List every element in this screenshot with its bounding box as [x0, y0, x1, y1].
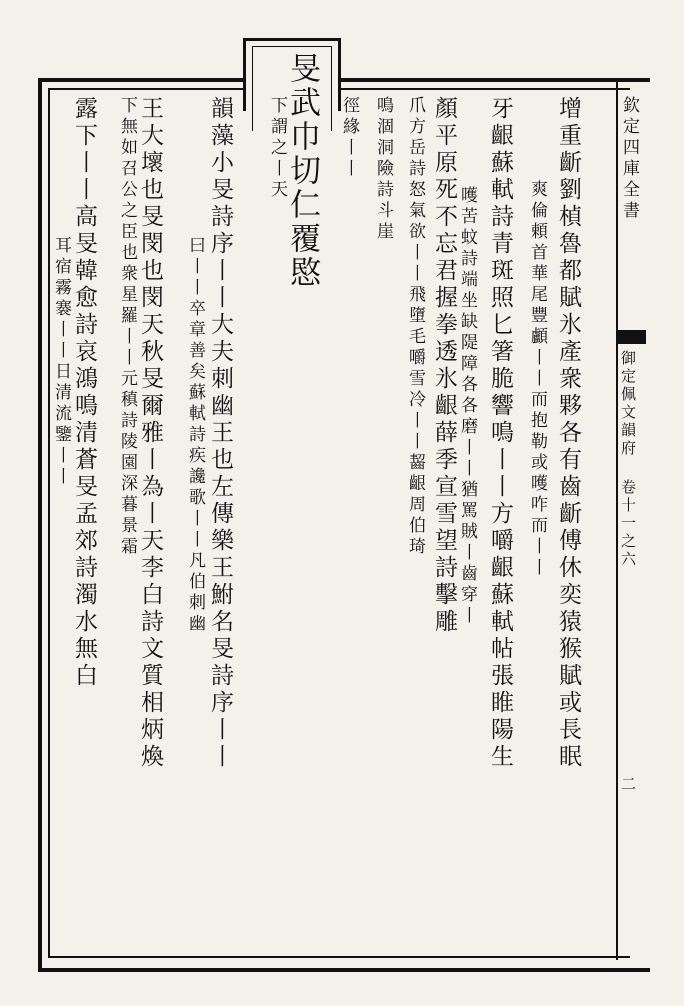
text-column-4: 嚄苦蚊詩端坐缺隄障各各磨丨丨猶罵賊丨齒穿丨	[457, 186, 477, 627]
text-column-11: 韻藻小旻詩序丨丨大夫刺幽王也左傳樂王鮒名旻詩序丨丨	[207, 96, 233, 771]
text-column-10: 下謂之丨天	[267, 96, 287, 201]
folio-number: 二	[619, 776, 637, 794]
text-column-14: 下無如召公之臣也衆星羅丨丨元稹詩陵園深暮景霜	[117, 96, 137, 558]
text-column-2: 爽倫頼首華尾豐顱丨丨而抱勒或嚄咋而丨丨	[527, 180, 547, 579]
text-column-15: 露下丨丨高旻韓愈詩哀鴻鳴清蒼旻孟郊詩濁水無白	[71, 96, 97, 690]
text-column-6: 爪方岳詩怒氣欲丨丨飛墮毛嚼雪冷丨丨齧齦周伯琦	[405, 96, 425, 558]
text-column-12: 曰丨丨卒章善矣蘇軾詩疾讒歌丨丨凡伯刺幽	[185, 236, 205, 635]
text-column-8: 徑緣丨丨	[339, 96, 359, 180]
volume-label: 御定佩文韻府 卷十一之六	[619, 350, 637, 569]
text-column-13: 王大壞也旻閔也閔天秋旻爾雅丨為丨天李白詩文質相炳煥	[137, 96, 163, 771]
text-column-3: 牙齦蘇軾詩青斑照匕箸脆響鳴丨丨方嚼齦蘇軾帖張睢陽生	[487, 96, 513, 771]
text-column-1: 增重齗劉楨魯都賦氷產衆夥各有齒齗傅休奕猿猴賦或長眠	[555, 96, 581, 771]
text-column-5: 顏平原死不忘君握拳透氷齦薛季宣雪望詩擊雕	[431, 96, 457, 636]
margin-separator	[616, 330, 646, 344]
collection-title: 欽定四庫全書	[619, 96, 639, 222]
headword-column: 旻武巾切仁覆愍	[284, 52, 320, 290]
text-column-7: 鳴涸洞險詩斗崖	[373, 96, 393, 243]
text-column-16: 耳宿霧褰丨丨日清流鑒丨丨	[51, 236, 71, 488]
